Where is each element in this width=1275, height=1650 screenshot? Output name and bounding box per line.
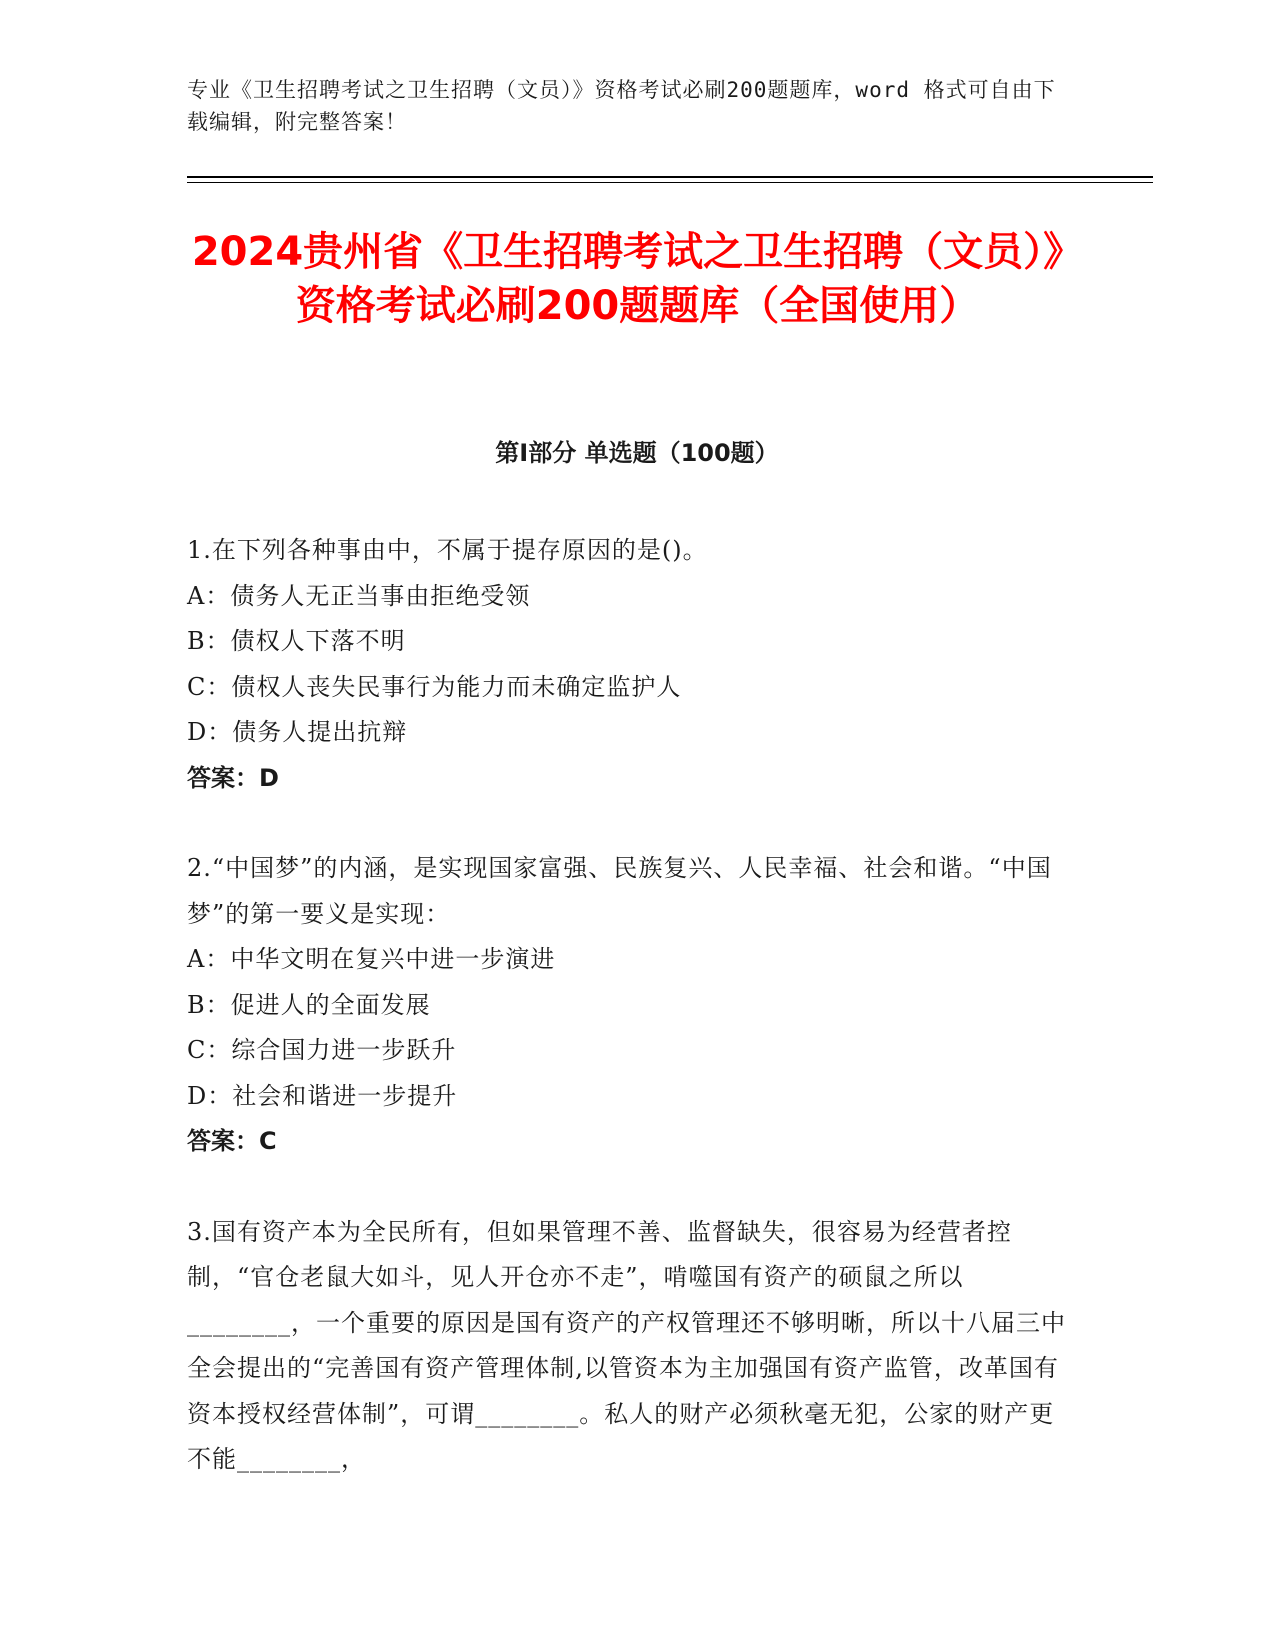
question-1 [187,528,1077,801]
option-d: D：债务人提出抗辩 [187,718,408,746]
option-c: C：综合国力进一步跃升 [187,1036,457,1064]
question-3 [187,1210,1077,1483]
option-a: A：中华文明在复兴中进一步演进 [187,945,556,973]
header-divider-thick [187,176,1153,178]
option-d: D：社会和谐进一步提升 [187,1081,458,1110]
question-stem: 2.“中国梦”的内涵，是实现国家富强、民族复兴、人民幸福、社会和谐。“中国梦”的第一要义是实现： [187,854,1052,928]
header-note: 专业《卫生招聘考试之卫生招聘（文员）》资格考试必刷200题题库，word 格式可自由下载编辑，附完整答案！ [187,78,1056,134]
answer-label: 答案：C [187,1127,277,1155]
header-divider-thin [187,182,1153,183]
option-b: B：促进人的全面发展 [187,990,431,1019]
question-stem: 3.国有资产本为全民所有，但如果管理不善、监督缺失，很容易为经营者控制，“官仓老鼠大如斗，见人开仓亦不走”，啃噬国有资产的硕鼠之所以________，一个重要的原因是国有资产的产权管理还不够明晰，所以十八届三中全会提出的“完善国有资产管理体制,以管资本为主加强国有资产监管，改革国有资本授权经营体制”，可谓________。私人的财产必须秋毫无犯，公家的财产更不能________， [187,1217,1066,1473]
question-list [187,528,1077,1483]
option-c: C：债权人丧失民事行为能力而未确定监护人 [187,672,682,701]
answer-label: 答案：D [187,763,279,792]
question-stem: 1.在下列各种事由中，不属于提存原因的是()。 [187,536,708,564]
option-b: B：债权人下落不明 [187,627,406,655]
question-2 [187,846,1077,1165]
section-title: 第Ⅰ部分 单选题（100题） [495,439,779,467]
option-a: A：债务人无正当事由拒绝受领 [187,581,531,610]
document-title: 2024贵州省《卫生招聘考试之卫生招聘（文员）》资格考试必刷200题题库（全国使用） [191,229,1084,329]
